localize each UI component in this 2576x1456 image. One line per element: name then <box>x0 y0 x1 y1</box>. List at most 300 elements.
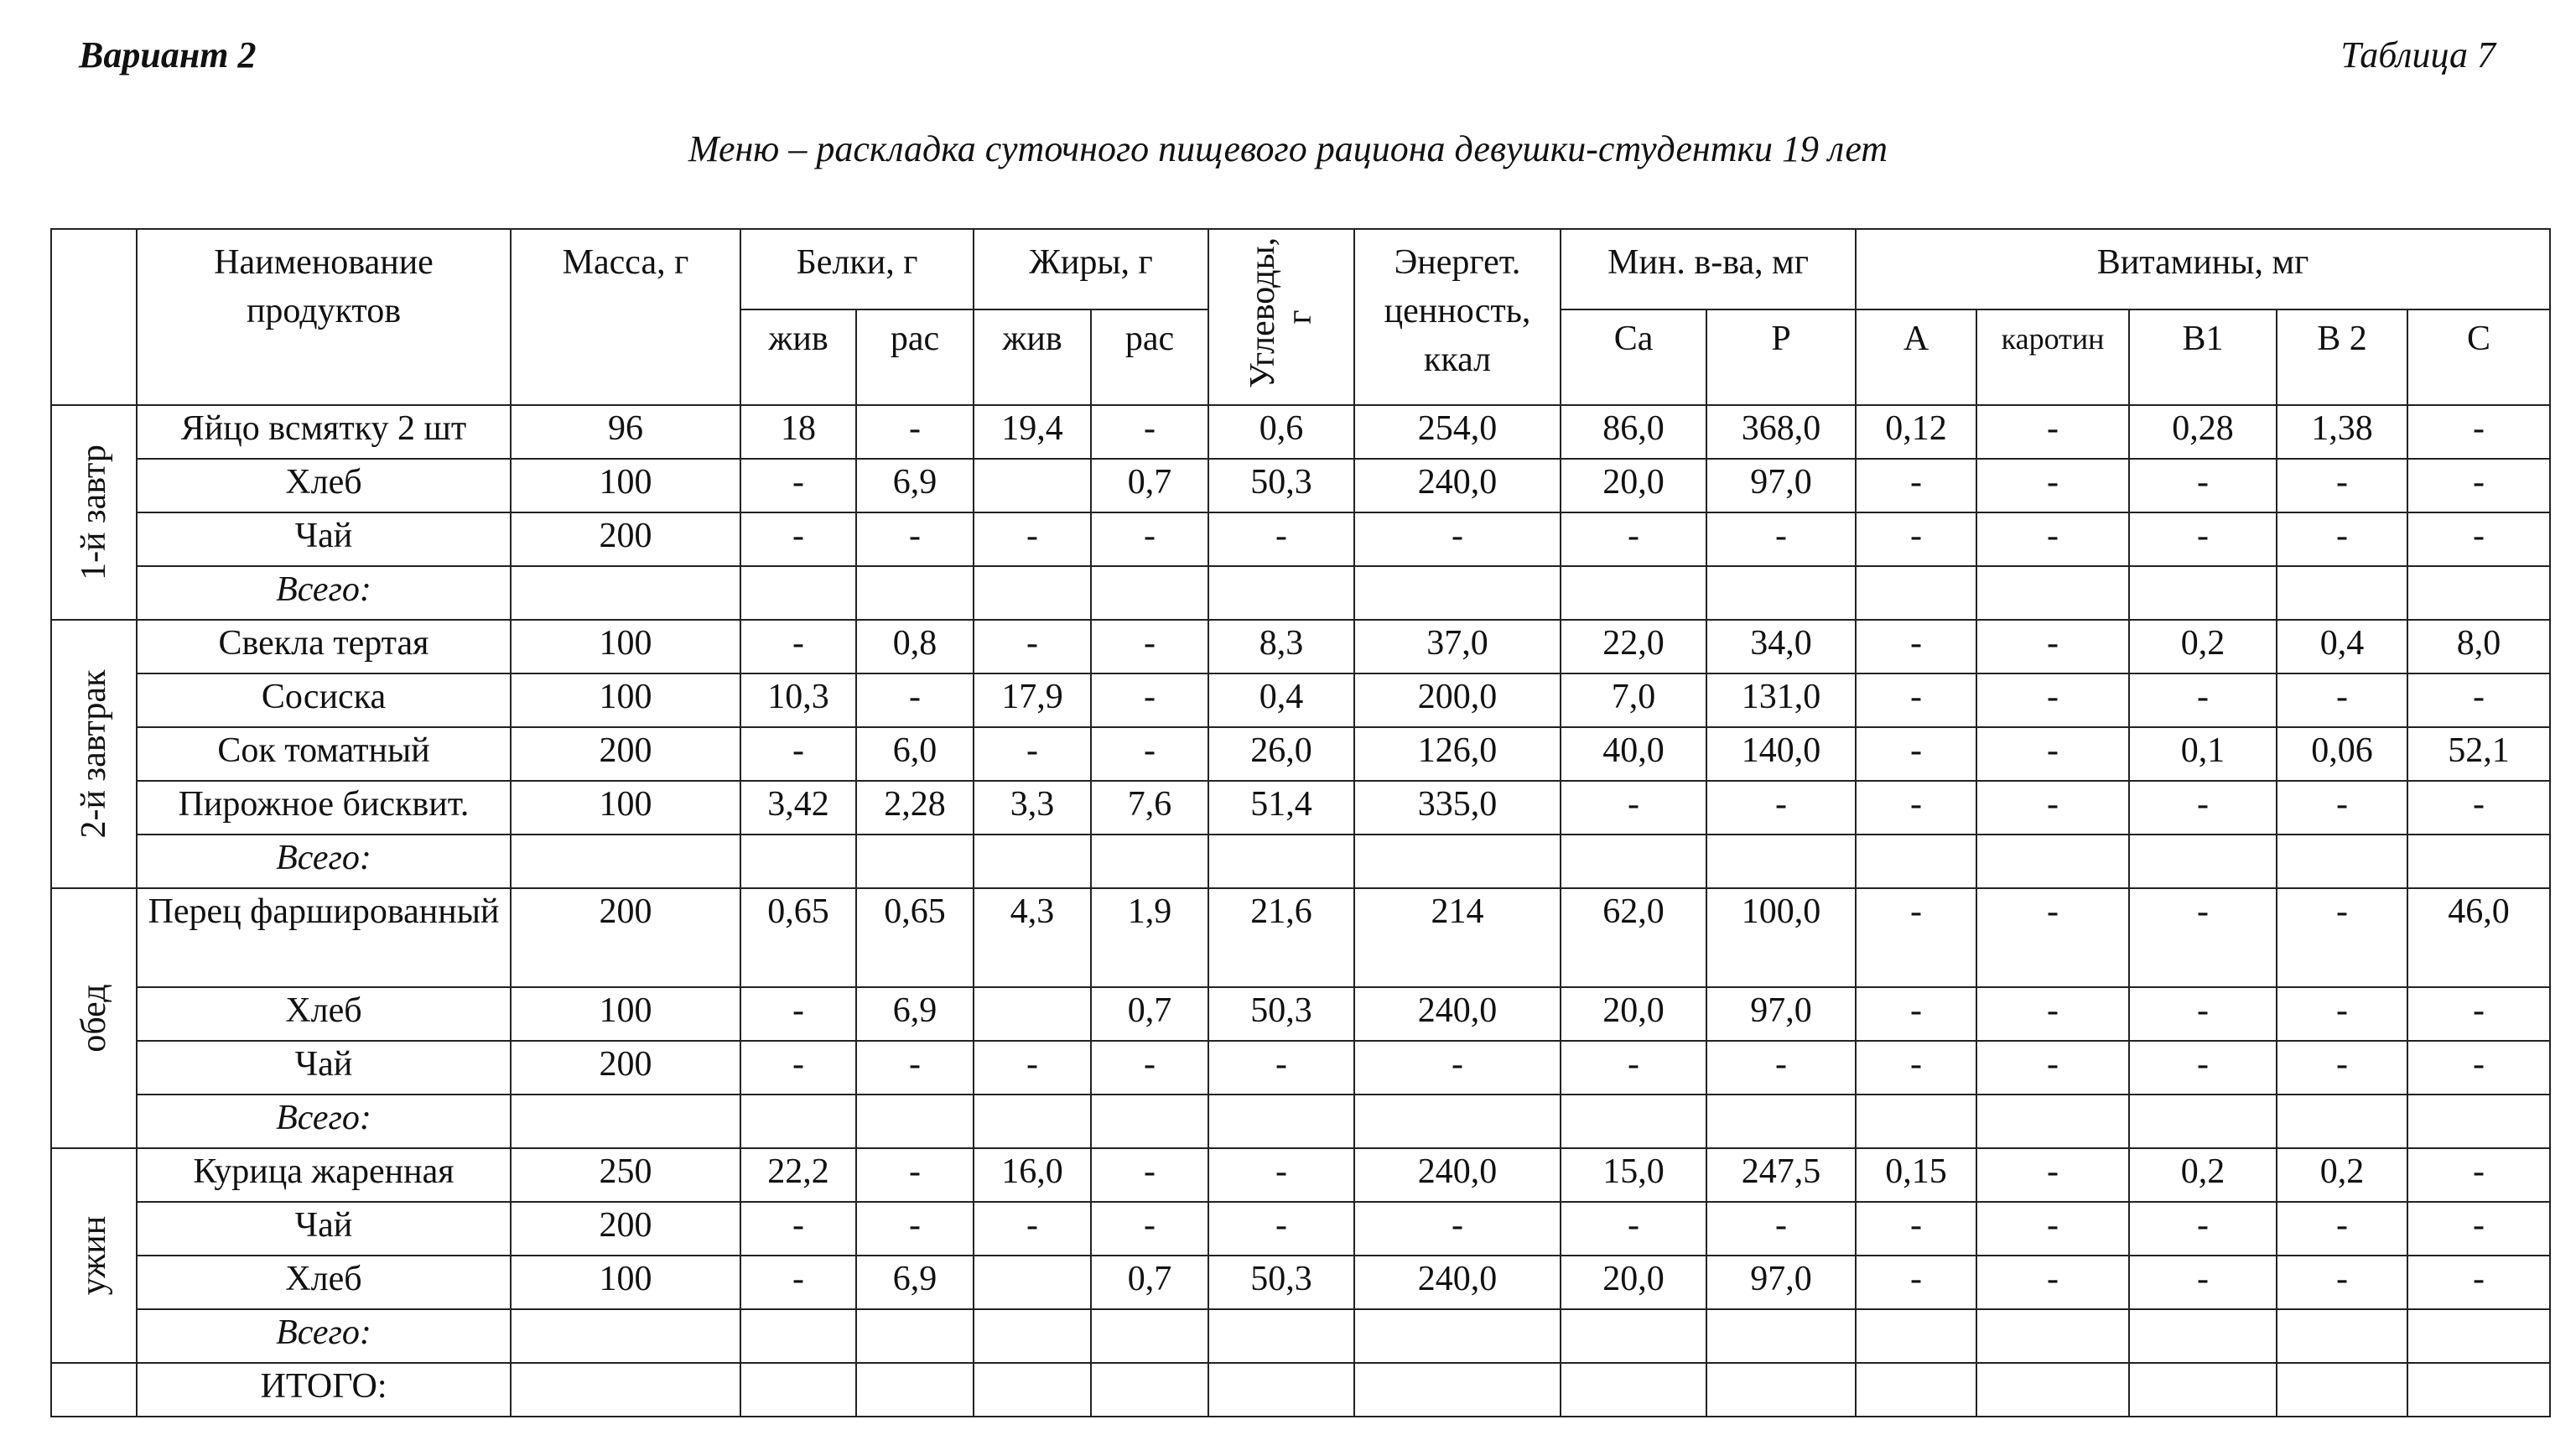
value-cell: 52,1 <box>2407 727 2550 781</box>
col-header-minerals: Мин. в-ва, мг <box>1561 229 1856 309</box>
carbs-label: Углеводы, г <box>1244 237 1320 388</box>
value-cell: 0,65 <box>740 888 856 987</box>
value-cell: 0,12 <box>1856 405 1976 459</box>
value-cell: - <box>1856 727 1976 781</box>
grand-total-value-cell <box>1706 1363 1856 1417</box>
value-cell: 2,28 <box>856 781 974 835</box>
table-row <box>51 1148 2550 1202</box>
value-cell: - <box>1354 1202 1561 1256</box>
grand-total-value-cell <box>511 1363 740 1417</box>
total-value-cell <box>1354 835 1561 888</box>
value-cell: - <box>1856 673 1976 727</box>
meal-header-cell <box>51 229 137 405</box>
value-cell: 7,0 <box>1561 673 1706 727</box>
value-cell: 0,06 <box>2277 727 2407 781</box>
value-cell: 20,0 <box>1561 459 1706 512</box>
col-header-protein: Белки, г <box>740 229 974 309</box>
value-cell: 200 <box>511 1041 740 1095</box>
value-cell: - <box>1976 459 2129 512</box>
total-value-cell <box>1561 1309 1706 1363</box>
table-row <box>51 727 2550 781</box>
value-cell: - <box>2277 781 2407 835</box>
value-cell: 46,0 <box>2407 888 2550 987</box>
value-cell: - <box>740 1202 856 1256</box>
value-cell: - <box>2407 673 2550 727</box>
table-row <box>51 1202 2550 1256</box>
value-cell: - <box>1561 1041 1706 1095</box>
value-cell: 97,0 <box>1706 1256 1856 1309</box>
table-row <box>51 781 2550 835</box>
value-cell: - <box>2129 987 2277 1041</box>
value-cell: - <box>740 727 856 781</box>
value-cell: 100 <box>511 673 740 727</box>
value-cell: 17,9 <box>974 673 1091 727</box>
value-cell: - <box>1976 1256 2129 1309</box>
product-name-cell: Сок томатный <box>137 727 511 781</box>
variant-label: Вариант 2 <box>79 34 257 75</box>
total-value-cell <box>1091 835 1208 888</box>
total-value-cell <box>974 1095 1091 1148</box>
grand-total-value-cell <box>1208 1363 1354 1417</box>
value-cell: - <box>856 405 974 459</box>
total-value-cell <box>1856 835 1976 888</box>
value-cell: - <box>1976 620 2129 673</box>
table-row <box>51 1256 2550 1309</box>
product-name-cell: Чай <box>137 1041 511 1095</box>
total-value-cell <box>2129 1095 2277 1148</box>
value-cell: 50,3 <box>1208 987 1354 1041</box>
meal-label-cell <box>51 620 137 888</box>
value-cell: - <box>740 459 856 512</box>
value-cell: - <box>2407 459 2550 512</box>
value-cell: 21,6 <box>1208 888 1354 987</box>
total-value-cell <box>974 835 1091 888</box>
value-cell: - <box>740 987 856 1041</box>
value-cell: - <box>1208 1041 1354 1095</box>
col-header-vitamins: Витамины, мг <box>1856 229 2550 309</box>
value-cell: 126,0 <box>1354 727 1561 781</box>
value-cell: 3,3 <box>974 781 1091 835</box>
value-cell: - <box>2129 512 2277 566</box>
col-header-protein-plant: рас <box>856 309 974 405</box>
total-row <box>51 1309 2550 1363</box>
value-cell: 100 <box>511 620 740 673</box>
col-header-mass: Масса, г <box>511 229 740 405</box>
value-cell: - <box>856 1041 974 1095</box>
table-number: Таблица 7 <box>2340 34 2496 75</box>
total-value-cell <box>2129 1309 2277 1363</box>
total-label: Всего: <box>137 1095 511 1148</box>
product-name-cell: Чай <box>137 1202 511 1256</box>
value-cell: - <box>2277 1041 2407 1095</box>
value-cell: 100,0 <box>1706 888 1856 987</box>
value-cell: - <box>1208 1202 1354 1256</box>
value-cell: - <box>1856 512 1976 566</box>
col-header-vit-b1: В1 <box>2129 309 2277 405</box>
value-cell: 51,4 <box>1208 781 1354 835</box>
total-value-cell <box>2407 835 2550 888</box>
value-cell: - <box>1706 1202 1856 1256</box>
value-cell: 0,6 <box>1208 405 1354 459</box>
meal-name: обед <box>75 984 113 1053</box>
product-name-cell: Курица жаренная <box>137 1148 511 1202</box>
product-name-cell: Яйцо всмятку 2 шт <box>137 405 511 459</box>
total-value-cell <box>1706 1309 1856 1363</box>
table-row <box>51 405 2550 459</box>
value-cell: - <box>1976 673 2129 727</box>
value-cell: 0,4 <box>2277 620 2407 673</box>
total-value-cell <box>1856 1095 1976 1148</box>
value-cell: - <box>2407 405 2550 459</box>
value-cell: - <box>2407 781 2550 835</box>
value-cell: 97,0 <box>1706 459 1856 512</box>
total-row <box>51 566 2550 620</box>
meal-name: 2-й завтрак <box>75 669 113 839</box>
total-value-cell <box>511 566 740 620</box>
total-value-cell <box>1561 1095 1706 1148</box>
grand-total-value-cell <box>2129 1363 2277 1417</box>
product-name-cell: Перец фаршированный <box>137 888 511 987</box>
total-value-cell <box>856 566 974 620</box>
value-cell: - <box>1856 1202 1976 1256</box>
value-cell: 6,9 <box>856 987 974 1041</box>
value-cell: 0,2 <box>2129 1148 2277 1202</box>
total-row <box>51 835 2550 888</box>
col-header-carotene: каротин <box>1976 309 2129 405</box>
value-cell: 100 <box>511 781 740 835</box>
meal-label-cell <box>51 888 137 1148</box>
col-header-energy: Энергет. ценность, ккал <box>1354 229 1561 405</box>
value-cell: - <box>1976 987 2129 1041</box>
value-cell: 140,0 <box>1706 727 1856 781</box>
value-cell: - <box>1091 1202 1208 1256</box>
grand-total-value-cell <box>1856 1363 1976 1417</box>
value-cell: - <box>1856 888 1976 987</box>
value-cell: - <box>974 512 1091 566</box>
value-cell: 18 <box>740 405 856 459</box>
table-row <box>51 620 2550 673</box>
value-cell: - <box>1091 405 1208 459</box>
grand-total-value-cell <box>1976 1363 2129 1417</box>
grand-total-value-cell <box>740 1363 856 1417</box>
value-cell: - <box>1706 1041 1856 1095</box>
total-value-cell <box>2129 566 2277 620</box>
grand-total-value-cell <box>2277 1363 2407 1417</box>
value-cell: 200 <box>511 888 740 987</box>
col-header-vit-b2: В 2 <box>2277 309 2407 405</box>
total-row <box>51 1095 2550 1148</box>
value-cell: 0,7 <box>1091 1256 1208 1309</box>
total-value-cell <box>740 1309 856 1363</box>
total-value-cell <box>1706 566 1856 620</box>
value-cell: - <box>1208 1148 1354 1202</box>
value-cell: - <box>1091 673 1208 727</box>
total-value-cell <box>1091 1095 1208 1148</box>
grand-total-value-cell <box>2407 1363 2550 1417</box>
value-cell: 6,9 <box>856 459 974 512</box>
value-cell: 8,0 <box>2407 620 2550 673</box>
value-cell: 3,42 <box>740 781 856 835</box>
value-cell: 40,0 <box>1561 727 1706 781</box>
total-value-cell <box>511 1309 740 1363</box>
menu-table <box>50 228 2551 1417</box>
total-value-cell <box>1208 1309 1354 1363</box>
product-name-cell: Чай <box>137 512 511 566</box>
value-cell: - <box>2129 673 2277 727</box>
total-value-cell <box>856 835 974 888</box>
col-header-carbs <box>1208 229 1354 405</box>
total-label: Всего: <box>137 566 511 620</box>
value-cell: - <box>1976 1041 2129 1095</box>
grand-total-value-cell <box>856 1363 974 1417</box>
table-row <box>51 888 2550 987</box>
value-cell: - <box>2407 1041 2550 1095</box>
value-cell: - <box>1976 1202 2129 1256</box>
value-cell: - <box>1976 1148 2129 1202</box>
value-cell: 22,0 <box>1561 620 1706 673</box>
value-cell: 37,0 <box>1354 620 1561 673</box>
value-cell: - <box>856 1202 974 1256</box>
col-header-protein-animal: жив <box>740 309 856 405</box>
value-cell: - <box>2407 1148 2550 1202</box>
value-cell: - <box>2129 1256 2277 1309</box>
meal-name: 1-й завтр <box>75 445 113 580</box>
value-cell: - <box>2277 888 2407 987</box>
value-cell: - <box>856 512 974 566</box>
total-value-cell <box>740 835 856 888</box>
value-cell: 0,7 <box>1091 987 1208 1041</box>
value-cell: - <box>2277 1202 2407 1256</box>
value-cell: - <box>2407 512 2550 566</box>
value-cell: 8,3 <box>1208 620 1354 673</box>
value-cell: - <box>1561 781 1706 835</box>
total-value-cell <box>1208 1095 1354 1148</box>
header-row-1 <box>51 229 2550 309</box>
value-cell: 0,2 <box>2277 1148 2407 1202</box>
total-value-cell <box>1354 1309 1561 1363</box>
total-value-cell <box>1208 566 1354 620</box>
value-cell: - <box>740 512 856 566</box>
value-cell: - <box>1561 1202 1706 1256</box>
total-value-cell <box>1976 1309 2129 1363</box>
total-label: Всего: <box>137 835 511 888</box>
value-cell: - <box>740 1256 856 1309</box>
col-header-fat: Жиры, г <box>974 229 1208 309</box>
value-cell: 20,0 <box>1561 987 1706 1041</box>
value-cell: - <box>2277 512 2407 566</box>
value-cell: - <box>856 1148 974 1202</box>
value-cell: 62,0 <box>1561 888 1706 987</box>
table-row <box>51 1041 2550 1095</box>
meal-name: ужин <box>75 1215 113 1296</box>
total-value-cell <box>2277 1309 2407 1363</box>
grand-total-value-cell <box>1091 1363 1208 1417</box>
value-cell <box>974 987 1091 1041</box>
product-name-cell: Пирожное бисквит. <box>137 781 511 835</box>
value-cell: 50,3 <box>1208 1256 1354 1309</box>
value-cell: 200 <box>511 512 740 566</box>
value-cell: - <box>740 1041 856 1095</box>
value-cell: - <box>1091 512 1208 566</box>
value-cell: - <box>974 1202 1091 1256</box>
value-cell: 1,9 <box>1091 888 1208 987</box>
value-cell: - <box>1091 1148 1208 1202</box>
total-value-cell <box>1706 835 1856 888</box>
value-cell: - <box>2277 987 2407 1041</box>
value-cell: - <box>1091 727 1208 781</box>
value-cell: - <box>1856 620 1976 673</box>
value-cell: 250 <box>511 1148 740 1202</box>
col-header-p: Р <box>1706 309 1856 405</box>
value-cell: 200 <box>511 1202 740 1256</box>
value-cell: 0,28 <box>2129 405 2277 459</box>
grand-total-label: ИТОГО: <box>137 1363 511 1417</box>
table-title: Меню – раскладка суточного пищевого рациона девушки-студентки 19 лет <box>688 128 1888 169</box>
value-cell: - <box>1856 781 1976 835</box>
total-value-cell <box>740 566 856 620</box>
total-value-cell <box>1856 1309 1976 1363</box>
value-cell: 100 <box>511 459 740 512</box>
value-cell: - <box>740 620 856 673</box>
value-cell: 86,0 <box>1561 405 1706 459</box>
col-header-vit-c: С <box>2407 309 2550 405</box>
value-cell: - <box>1208 512 1354 566</box>
col-header-ca: Са <box>1561 309 1706 405</box>
value-cell: 0,2 <box>2129 620 2277 673</box>
value-cell: 240,0 <box>1354 459 1561 512</box>
total-value-cell <box>1706 1095 1856 1148</box>
value-cell: 131,0 <box>1706 673 1856 727</box>
value-cell: - <box>1354 1041 1561 1095</box>
value-cell: - <box>974 1041 1091 1095</box>
value-cell: 50,3 <box>1208 459 1354 512</box>
total-value-cell <box>2277 566 2407 620</box>
table-row <box>51 459 2550 512</box>
total-value-cell <box>511 835 740 888</box>
value-cell: 15,0 <box>1561 1148 1706 1202</box>
value-cell: - <box>1976 888 2129 987</box>
value-cell <box>974 1256 1091 1309</box>
value-cell: - <box>2407 987 2550 1041</box>
value-cell: 100 <box>511 1256 740 1309</box>
table-row <box>51 673 2550 727</box>
value-cell: - <box>2129 1041 2277 1095</box>
total-value-cell <box>511 1095 740 1148</box>
value-cell: - <box>1706 512 1856 566</box>
total-value-cell <box>1354 566 1561 620</box>
value-cell: 200 <box>511 727 740 781</box>
meal-label-cell <box>51 1148 137 1363</box>
value-cell: - <box>1856 987 1976 1041</box>
value-cell: 4,3 <box>974 888 1091 987</box>
grand-total-value-cell <box>1354 1363 1561 1417</box>
total-value-cell <box>974 1309 1091 1363</box>
value-cell: 0,8 <box>856 620 974 673</box>
value-cell: - <box>1706 781 1856 835</box>
value-cell: - <box>2277 1256 2407 1309</box>
value-cell: 254,0 <box>1354 405 1561 459</box>
value-cell: 22,2 <box>740 1148 856 1202</box>
total-value-cell <box>1856 566 1976 620</box>
value-cell: 0,4 <box>1208 673 1354 727</box>
value-cell: - <box>1354 512 1561 566</box>
col-header-fat-animal: жив <box>974 309 1091 405</box>
value-cell: - <box>2407 1202 2550 1256</box>
total-value-cell <box>2129 835 2277 888</box>
value-cell: - <box>974 620 1091 673</box>
value-cell: 0,15 <box>1856 1148 1976 1202</box>
grand-total-value-cell <box>974 1363 1091 1417</box>
value-cell: 335,0 <box>1354 781 1561 835</box>
value-cell: - <box>1976 781 2129 835</box>
total-value-cell <box>1091 566 1208 620</box>
total-value-cell <box>740 1095 856 1148</box>
value-cell: 200,0 <box>1354 673 1561 727</box>
grand-total-row <box>51 1363 2550 1417</box>
total-value-cell <box>1976 835 2129 888</box>
value-cell: - <box>1091 1041 1208 1095</box>
value-cell: 247,5 <box>1706 1148 1856 1202</box>
value-cell: - <box>2129 459 2277 512</box>
value-cell: - <box>1976 512 2129 566</box>
value-cell: 0,1 <box>2129 727 2277 781</box>
total-value-cell <box>974 566 1091 620</box>
value-cell: 6,0 <box>856 727 974 781</box>
value-cell: - <box>1976 727 2129 781</box>
total-value-cell <box>856 1309 974 1363</box>
value-cell: 10,3 <box>740 673 856 727</box>
value-cell: - <box>1561 512 1706 566</box>
total-value-cell <box>1561 566 1706 620</box>
value-cell: - <box>1976 405 2129 459</box>
value-cell: 240,0 <box>1354 987 1561 1041</box>
product-name-cell: Хлеб <box>137 459 511 512</box>
col-header-fat-plant: рас <box>1091 309 1208 405</box>
value-cell: - <box>974 727 1091 781</box>
total-value-cell <box>2277 1095 2407 1148</box>
value-cell: 6,9 <box>856 1256 974 1309</box>
meal-label-cell <box>51 405 137 620</box>
total-label: Всего: <box>137 1309 511 1363</box>
value-cell: 97,0 <box>1706 987 1856 1041</box>
value-cell <box>974 459 1091 512</box>
grand-total-value-cell <box>1561 1363 1706 1417</box>
value-cell: 100 <box>511 987 740 1041</box>
total-value-cell <box>1976 1095 2129 1148</box>
table-row <box>51 512 2550 566</box>
value-cell: - <box>1856 1041 1976 1095</box>
value-cell: - <box>2407 1256 2550 1309</box>
product-name-cell: Свекла тертая <box>137 620 511 673</box>
value-cell: 214 <box>1354 888 1561 987</box>
table-row <box>51 987 2550 1041</box>
value-cell: - <box>2129 888 2277 987</box>
value-cell: 16,0 <box>974 1148 1091 1202</box>
total-value-cell <box>1091 1309 1208 1363</box>
total-value-cell <box>1976 566 2129 620</box>
value-cell: 240,0 <box>1354 1148 1561 1202</box>
total-value-cell <box>1208 835 1354 888</box>
value-cell: 368,0 <box>1706 405 1856 459</box>
value-cell: 0,7 <box>1091 459 1208 512</box>
total-value-cell <box>2407 1095 2550 1148</box>
value-cell: 20,0 <box>1561 1256 1706 1309</box>
value-cell: 96 <box>511 405 740 459</box>
value-cell: - <box>1856 459 1976 512</box>
value-cell: 240,0 <box>1354 1256 1561 1309</box>
value-cell: - <box>2129 781 2277 835</box>
total-value-cell <box>2407 1309 2550 1363</box>
